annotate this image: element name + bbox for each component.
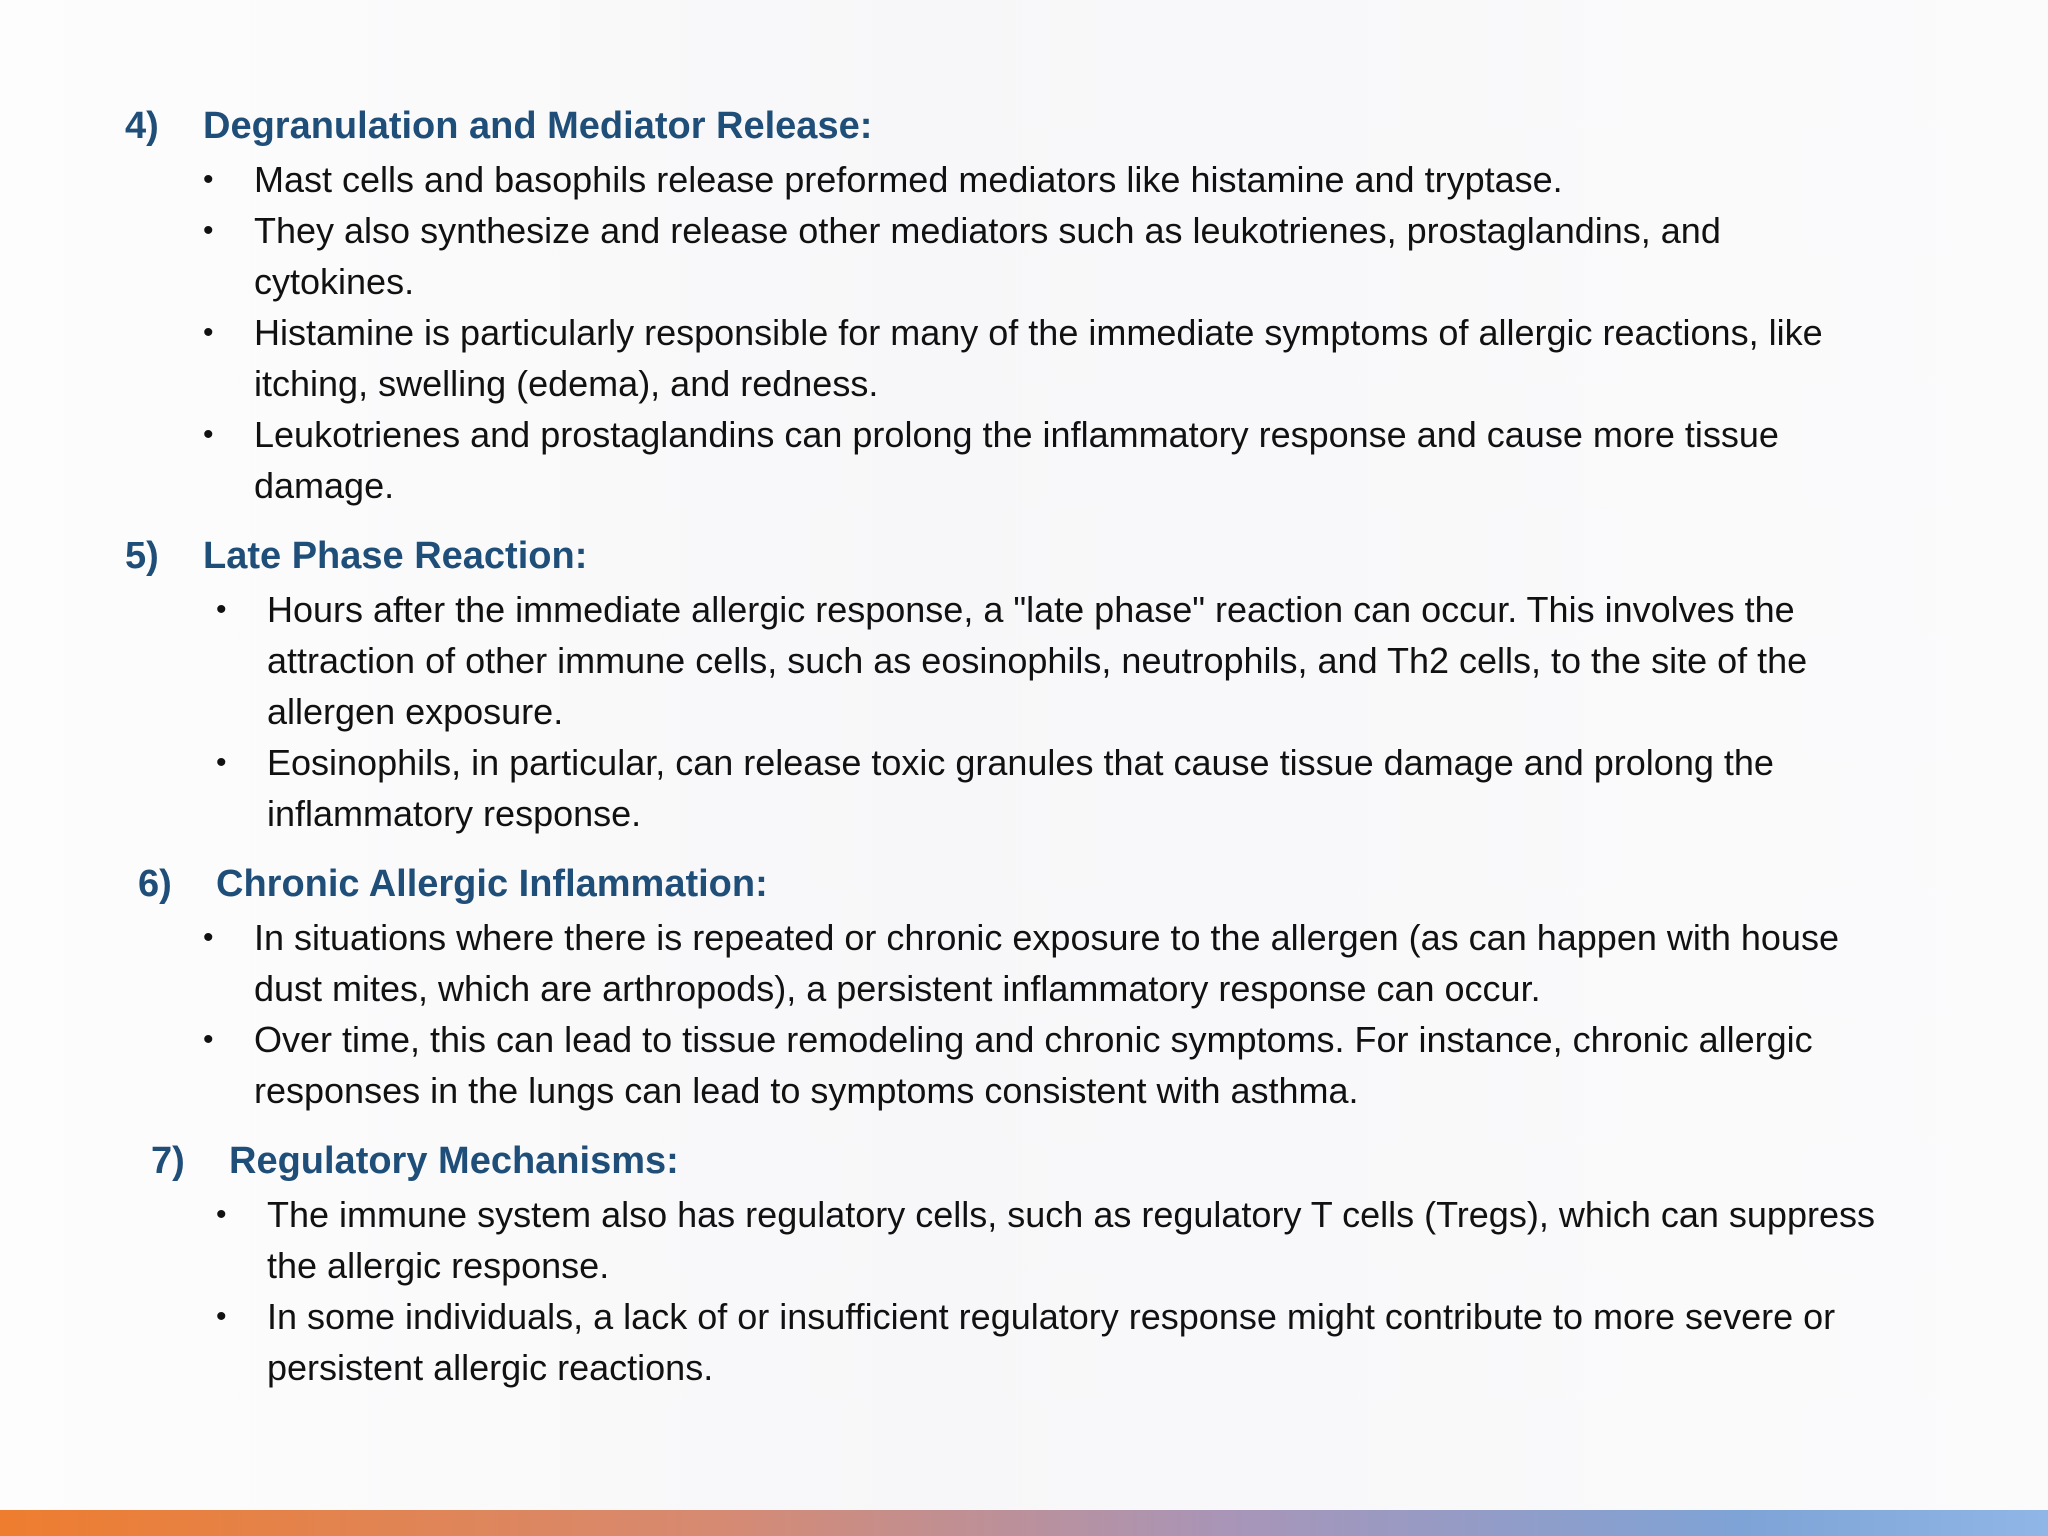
section-heading: Degranulation and Mediator Release: [203,105,873,147]
bullet-text: In situations where there is repeated or chronic exposure to the allergen (as can happen with house dust mites, which are arthropods), a persistent inflammatory response can occur. [254,917,1839,1009]
section-number: 4) [125,105,159,147]
bullet-text: Hours after the immediate allergic response, a "late phase" reaction can occur. This involves the attraction of other immune cells, such as eosinophils, neutrophils, and Th2 cells, to the site of the allergen exposure. [267,589,1808,732]
bullet-text: The immune system also has regulatory cells, such as regulatory T cells (Tregs), which can suppress the allergic response. [267,1194,1875,1286]
section-heading: Regulatory Mechanisms: [229,1140,679,1182]
bullet-text: Eosinophils, in particular, can release toxic granules that cause tissue damage and prolong the inflammatory response. [267,742,1774,834]
bullet-dot: • [216,746,227,779]
bullet-dot: • [203,921,214,954]
bullet-dot: • [216,593,227,626]
section-heading: Late Phase Reaction: [203,535,588,577]
section-heading: Chronic Allergic Inflammation: [216,863,768,905]
bullet-dot: • [203,316,214,349]
bullet-dot: • [216,1198,227,1231]
bullet-text: Histamine is particularly responsible for many of the immediate symptoms of allergic reactions, like itching, swelling (edema), and redness. [254,312,1823,404]
section-number: 5) [125,535,159,577]
bullet-text: They also synthesize and release other mediators such as leukotrienes, prostaglandins, and cytokines. [254,210,1721,302]
bullet-text: Mast cells and basophils release preformed mediators like histamine and tryptase. [254,159,1563,200]
footer-gradient-bar [0,1510,2048,1536]
bullet-dot: • [216,1300,227,1333]
bullet-dot: • [203,418,214,451]
bullet-text: Leukotrienes and prostaglandins can prolong the inflammatory response and cause more tissue damage. [254,414,1779,506]
section-number: 7) [151,1140,185,1182]
bullet-dot: • [203,163,214,196]
bullet-text: In some individuals, a lack of or insufficient regulatory response might contribute to more severe or persistent allergic reactions. [267,1296,1836,1388]
section-number: 6) [138,863,172,905]
bullet-dot: • [203,214,214,247]
bullet-dot: • [203,1023,214,1056]
bullet-text: Over time, this can lead to tissue remodeling and chronic symptoms. For instance, chronic allergic responses in the lungs can lead to symptoms consistent with asthma. [254,1019,1813,1111]
